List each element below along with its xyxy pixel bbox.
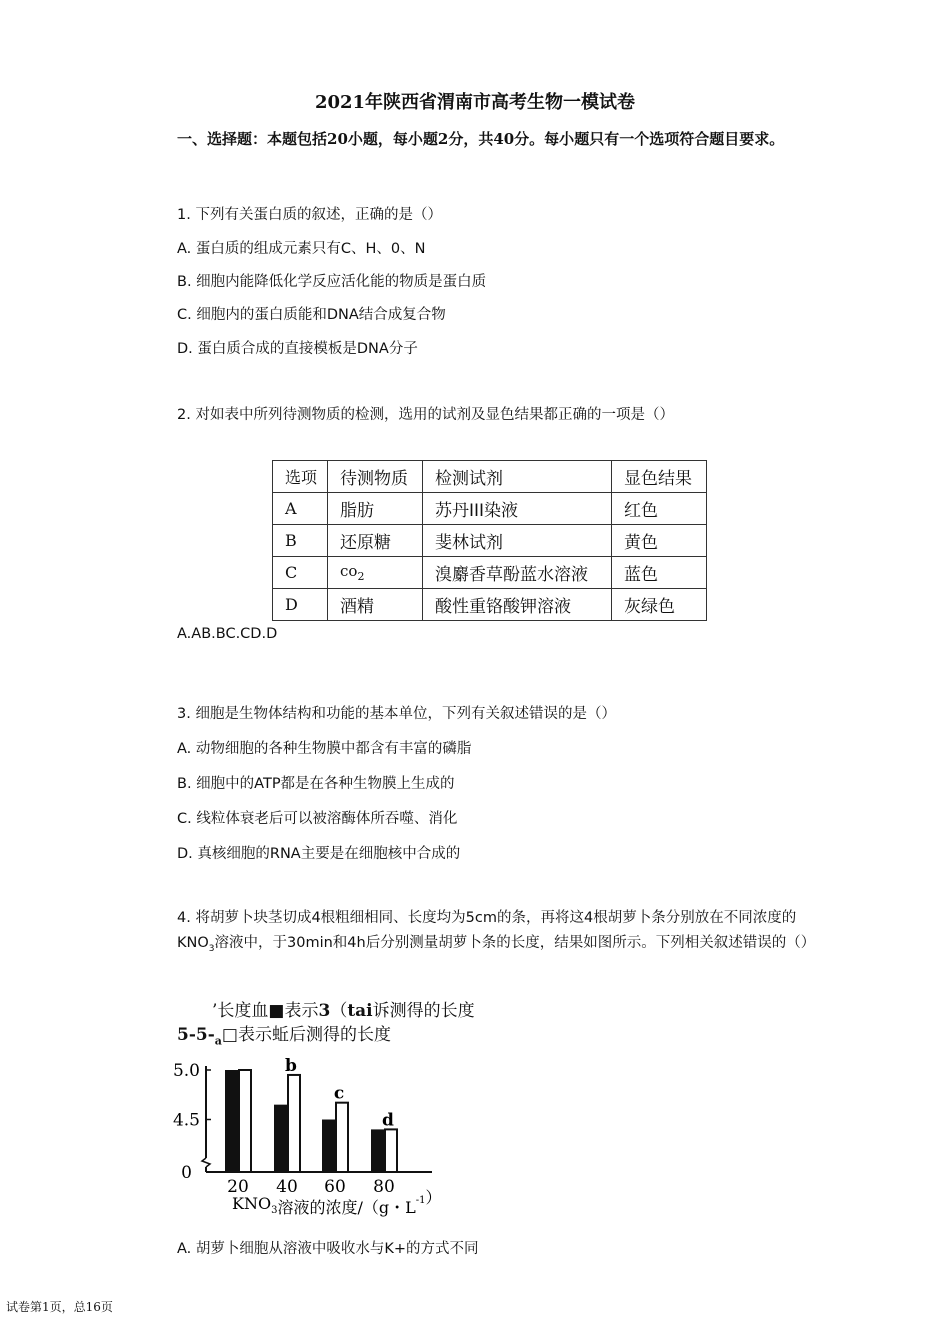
bar-letter-label: b xyxy=(285,1055,297,1076)
x-axis-label-part: KNO xyxy=(232,1194,272,1213)
table-cell: C xyxy=(273,557,328,589)
chart-legend-line-2 xyxy=(177,1020,391,1047)
table-row xyxy=(273,557,707,589)
bar-4h xyxy=(288,1075,300,1172)
q1-option-b: B. 细胞内能降低化学反应活化能的物质是蛋白质 xyxy=(177,274,487,290)
q1-option-a: A. 蛋白质的组成元素只有C、H、0、N xyxy=(177,241,426,257)
q2-table xyxy=(272,460,707,621)
q4-option-a: A. 胡萝卜细胞从溶液中吸收水与K+的方式不同 xyxy=(177,1241,479,1257)
table-cell: D xyxy=(273,589,328,621)
legend-text: 5-5- xyxy=(177,1025,215,1045)
legend-text: 诉测得的长度 xyxy=(372,1001,475,1021)
table-cell: 斐林试剂 xyxy=(423,525,612,557)
co2-text: co xyxy=(340,562,358,580)
y-tick-label: 0 xyxy=(181,1163,192,1183)
bar-letter-label: c xyxy=(333,1083,345,1104)
q1-option-d: D. 蛋白质合成的直接模板是DNA分子 xyxy=(177,341,418,357)
table-row xyxy=(273,525,707,557)
q3-option-a: A. 动物细胞的各种生物膜中都含有丰富的磷脂 xyxy=(177,741,472,757)
legend-text: □表示蚯后测得的长度 xyxy=(221,1025,391,1045)
bar-4h xyxy=(239,1070,251,1172)
table-cell: 溴麝香草酚蓝水溶液 xyxy=(423,557,612,589)
axis-break xyxy=(202,1158,210,1167)
bar-chart xyxy=(160,1052,480,1217)
q4-stem-part1: 4. 将胡萝卜块茎切成4根粗细相同、长度均为5cm的条，再将这4根胡萝卜条分别放在不同浓度的KNO xyxy=(177,910,797,951)
y-tick-label: 4.5 xyxy=(172,1110,200,1131)
q4-stem xyxy=(177,906,817,962)
section-heading: 一、选择题：本题包括20小题，每小题2分，共40分。每小题只有一个选项符合题目要求。 xyxy=(177,130,785,148)
q1-stem: 1. 下列有关蛋白质的叙述，正确的是（） xyxy=(177,207,442,223)
table-cell: 还原糖 xyxy=(328,525,423,557)
x-axis-label-part: 溶液的浓度/（g・L xyxy=(277,1198,416,1217)
page-title: 2021年陕西省渭南市高考生物一模试卷 xyxy=(314,92,636,113)
x-axis-label-part: -1 xyxy=(415,1195,426,1206)
table-cell: 酸性重铬酸钾溶液 xyxy=(423,589,612,621)
legend-text: a xyxy=(214,1034,222,1048)
x-axis-label-part: 3 xyxy=(271,1205,278,1216)
bar-30min xyxy=(371,1129,384,1172)
bar-30min xyxy=(322,1120,335,1173)
q4-stem-subscript: 3 xyxy=(208,943,215,954)
x-tick-label: 40 xyxy=(276,1177,298,1197)
table-cell: 黄色 xyxy=(612,525,707,557)
chart-legend-line-1 xyxy=(212,996,475,1021)
table-row xyxy=(273,493,707,525)
y-tick-label: 5.0 xyxy=(172,1061,200,1081)
table-cell: 蓝色 xyxy=(612,557,707,589)
legend-text: tai xyxy=(347,1001,373,1021)
bar-4h xyxy=(385,1129,397,1172)
q4-stem-part2: 溶液中，于30min和4h后分别测量胡萝卜条的长度，结果如图所示。下列相关叙述错误的（） xyxy=(214,935,816,951)
table-header-cell: 待测物质 xyxy=(328,461,423,493)
table-cell: 红色 xyxy=(612,493,707,525)
table-cell: 酒精 xyxy=(328,589,423,621)
q3-option-b: B. 细胞中的ATP都是在各种生物膜上生成的 xyxy=(177,776,455,792)
q2-stem: 2. 对如表中所列待测物质的检测，选用的试剂及显色结果都正确的一项是（） xyxy=(177,407,674,423)
table-header-cell: 显色结果 xyxy=(612,461,707,493)
q1-option-c: C. 细胞内的蛋白质能和DNA结合成复合物 xyxy=(177,307,446,323)
co2-subscript: 2 xyxy=(357,570,365,583)
table-cell: B xyxy=(273,525,328,557)
x-tick-label: 20 xyxy=(227,1177,249,1197)
q3-option-c: C. 线粒体衰老后可以被溶酶体所吞噬、消化 xyxy=(177,811,458,827)
x-tick-label: 60 xyxy=(324,1177,346,1197)
table-header-row xyxy=(273,461,707,493)
q2-answer-options: A.AB.BC.CD.D xyxy=(177,626,278,642)
bar-4h xyxy=(336,1103,348,1172)
x-axis-label-part: ） xyxy=(425,1188,442,1207)
bar-30min xyxy=(225,1070,238,1172)
table-cell xyxy=(328,557,423,589)
table-header-cell: 选项 xyxy=(273,461,328,493)
q3-stem: 3. 细胞是生物体结构和功能的基本单位，下列有关叙述错误的是（） xyxy=(177,706,616,722)
table-cell: 苏丹III染液 xyxy=(423,493,612,525)
legend-text: ’长度血■表示 xyxy=(212,1001,319,1021)
x-tick-label: 80 xyxy=(373,1177,395,1197)
bar-letter-label: d xyxy=(382,1110,394,1131)
page-footer: 试卷第1页，总16页 xyxy=(6,1300,113,1314)
q3-option-d: D. 真核细胞的RNA主要是在细胞核中合成的 xyxy=(177,846,461,862)
table-cell: 脂肪 xyxy=(328,493,423,525)
legend-text: （ xyxy=(330,1001,348,1021)
table-header-cell: 检测试剂 xyxy=(423,461,612,493)
table-cell: 灰绿色 xyxy=(612,589,707,621)
table-cell: A xyxy=(273,493,328,525)
legend-text: 3 xyxy=(318,1001,331,1021)
table-row xyxy=(273,589,707,621)
bar-30min xyxy=(274,1105,287,1172)
